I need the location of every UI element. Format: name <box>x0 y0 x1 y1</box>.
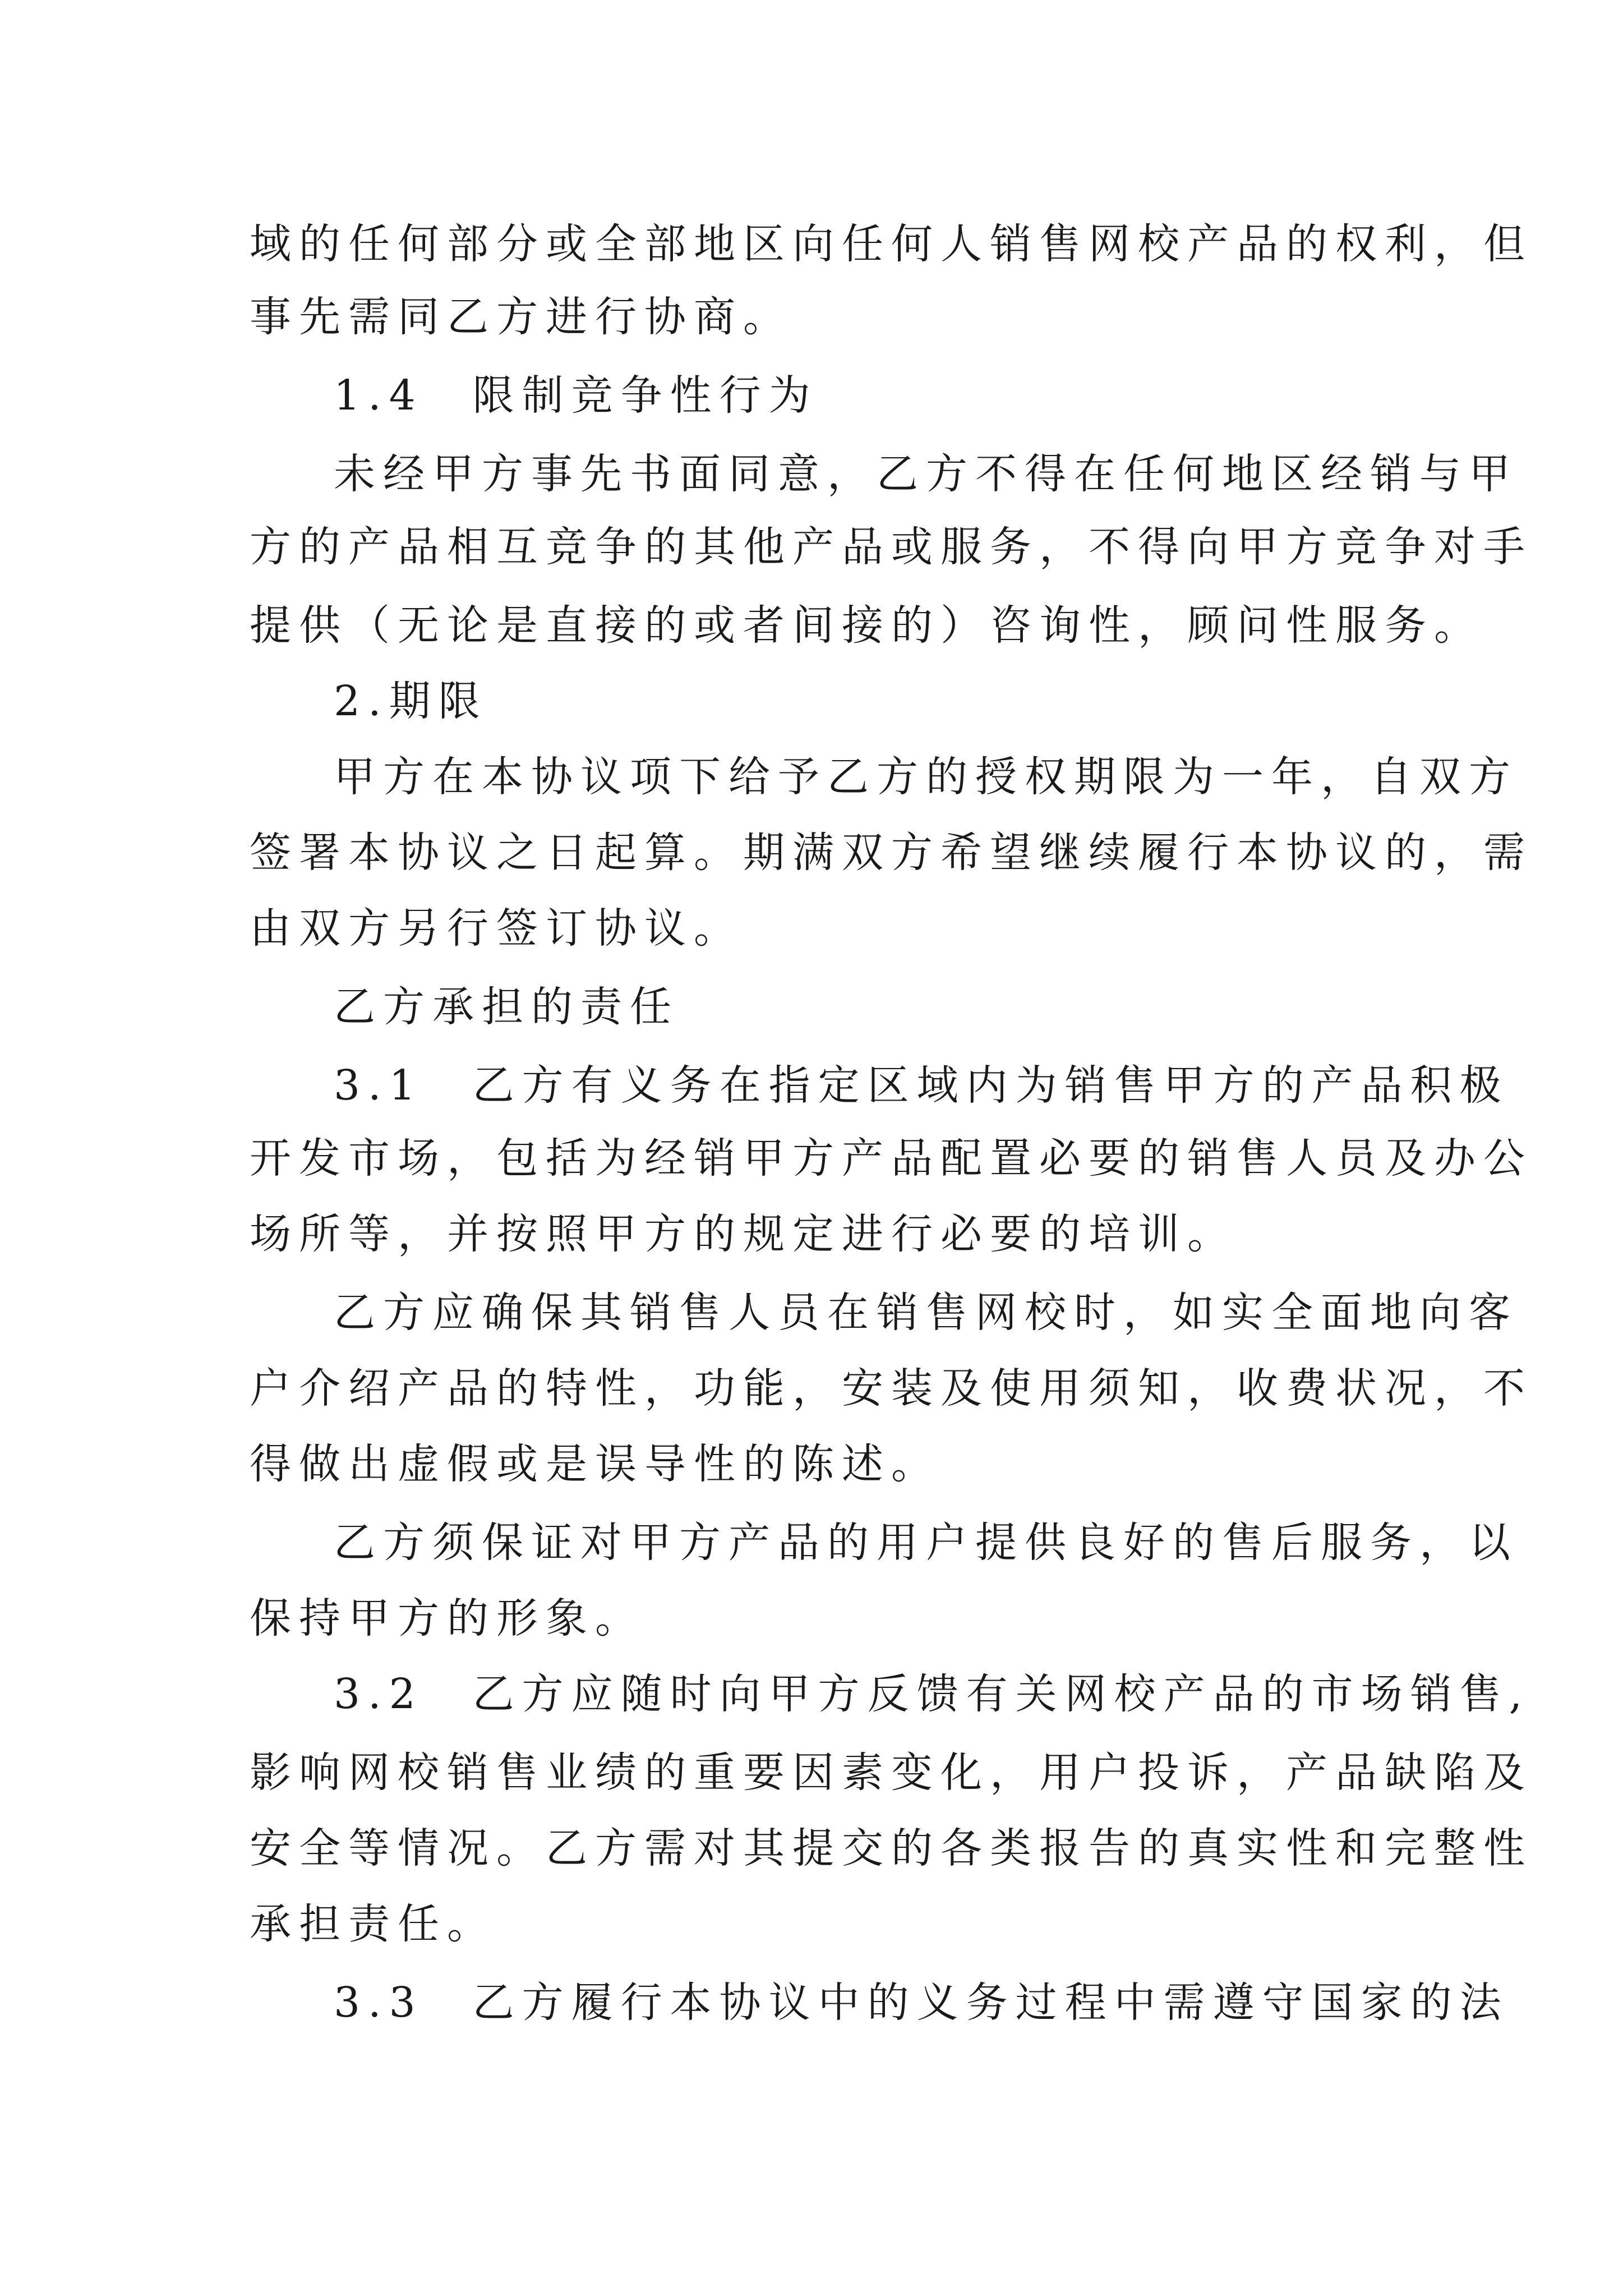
body-line: 保持甲方的形象。 <box>250 1594 644 1642</box>
body-line: 影响网校销售业绩的重要因素变化，用户投诉，产品缺陷及 <box>250 1749 1533 1797</box>
body-line: 3.2 乙方应随时向甲方反馈有关网校产品的市场销售, <box>334 1670 1530 1718</box>
body-line: 安全等情况。乙方需对其提交的各类报告的真实性和完整性 <box>250 1824 1533 1872</box>
body-line: 未经甲方事先书面同意，乙方不得在任何地区经销与甲 <box>334 450 1518 498</box>
body-line: 方的产品相互竞争的其他产品或服务，不得向甲方竞争对手 <box>250 523 1533 571</box>
body-line: 3.1 乙方有义务在指定区域内为销售甲方的产品积极 <box>334 1061 1509 1110</box>
body-line: 域的任何部分或全部地区向任何人销售网校产品的权利，但 <box>250 220 1533 268</box>
body-line: 场所等，并按照甲方的规定进行必要的培训。 <box>250 1210 1237 1258</box>
body-line: 承担责任。 <box>250 1900 496 1948</box>
body-line: 户介绍产品的特性，功能，安装及使用须知，收费状况，不 <box>250 1364 1533 1412</box>
body-line: 乙方应确保其销售人员在销售网校时，如实全面地向客 <box>334 1289 1518 1337</box>
body-line: 事先需同乙方进行协商。 <box>250 293 792 341</box>
body-line: 提供（无论是直接的或者间接的）咨询性，顾问性服务。 <box>250 601 1483 650</box>
body-line: 乙方须保证对甲方产品的用户提供良好的售后服务，以 <box>334 1519 1518 1567</box>
body-line: 得做出虚假或是误导性的陈述。 <box>250 1440 940 1488</box>
body-line: 甲方在本协议项下给予乙方的授权期限为一年，自双方 <box>334 753 1518 801</box>
body-line: 签署本协议之日起算。期满双方希望继续履行本协议的，需 <box>250 829 1533 877</box>
body-line: 由双方另行签订协议。 <box>250 904 743 953</box>
body-line: 开发市场，包括为经销甲方产品配置必要的销售人员及办公 <box>250 1134 1533 1182</box>
section-heading: 乙方承担的责任 <box>334 983 679 1031</box>
body-line: 3.3 乙方履行本协议中的义务过程中需遵守国家的法 <box>334 1978 1509 2027</box>
section-heading: 2.期限 <box>334 677 488 725</box>
section-heading: 1.4 限制竞争性行为 <box>334 371 818 420</box>
